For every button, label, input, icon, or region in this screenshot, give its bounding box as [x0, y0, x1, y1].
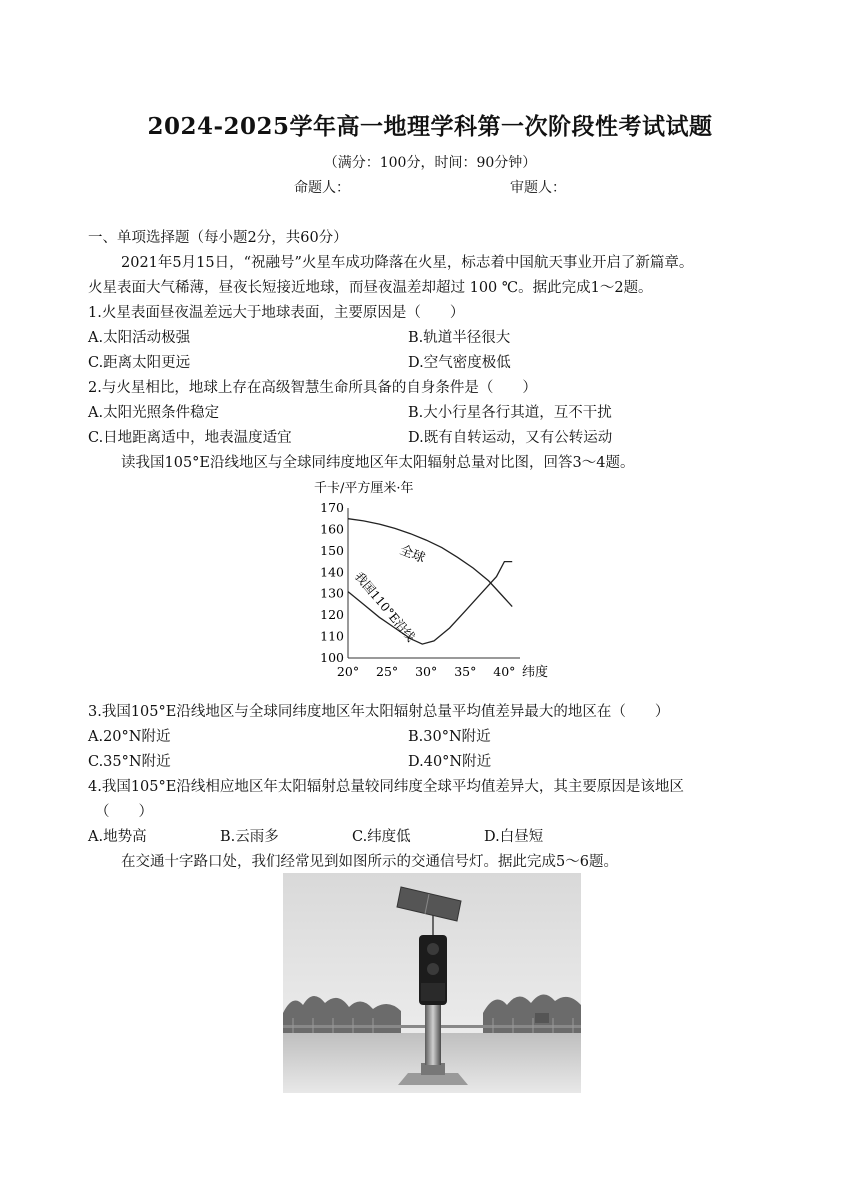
question-4-stem: 4.我国105°E沿线相应地区年太阳辐射总量较同纬度全球平均值差异大，其主要原因是该地区 — [88, 779, 684, 795]
y-tick-label: 140 — [320, 564, 344, 580]
score-time-info: （满分：100分，时间：90分钟） — [323, 155, 537, 171]
intro-paragraph-1: 2021年5月15日，“祝融号”火星车成功降落在火星，标志着中国航天事业开启了新篇章。 — [121, 255, 694, 271]
y-tick-label: 130 — [320, 585, 344, 601]
q1-option-a: A.太阳活动极强 — [88, 330, 191, 346]
section-heading: 一、单项选择题（每小题2分，共60分） — [88, 230, 348, 246]
question-3-stem: 3.我国105°E沿线地区与全球同纬度地区年太阳辐射总量平均值差异最大的地区在（ ） — [88, 704, 670, 720]
q2-option-c: C.日地距离适中，地表温度适宜 — [88, 430, 292, 446]
series-label-global: 全球 — [397, 542, 428, 567]
series-label-china-110e: 我国110°E沿线 — [351, 569, 418, 645]
q2-option-a: A.太阳光照条件稳定 — [88, 405, 220, 421]
x-tick-label: 40° — [493, 664, 516, 679]
q4-option-c: C.纬度低 — [352, 829, 411, 845]
question-1-stem: 1.火星表面昼夜温差远大于地球表面，主要原因是（ ） — [88, 305, 465, 321]
exam-title: 2024-2025学年高一地理学科第一次阶段性考试试题 — [147, 113, 713, 140]
x-tick-label: 35° — [454, 664, 477, 679]
traffic-signal-photo — [283, 873, 581, 1093]
q2-option-d: D.既有自转运动，又有公转运动 — [408, 430, 613, 446]
chart-y-axis-label: 千卡/平方厘米·年 — [314, 481, 414, 496]
x-tick-label: 30° — [415, 664, 438, 679]
q2-option-b: B.大小行星各行其道，互不干扰 — [408, 405, 612, 421]
x-tick-label: 25° — [376, 664, 399, 679]
y-tick-label: 120 — [320, 607, 344, 623]
q1-option-d: D.空气密度极低 — [408, 355, 511, 371]
q3-option-d: D.40°N附近 — [408, 754, 492, 770]
y-tick-label: 110 — [320, 628, 344, 644]
q4-options — [88, 825, 543, 846]
y-tick-label: 150 — [320, 542, 344, 558]
q4-option-a: A.地势高 — [88, 829, 147, 845]
chart-x-axis-label: 纬度 — [522, 665, 549, 680]
y-tick-label: 100 — [320, 650, 344, 665]
question-2-stem: 2.与火星相比，地球上存在高级智慧生命所具备的自身条件是（ ） — [88, 380, 537, 396]
q4-option-b: B.云雨多 — [220, 829, 279, 845]
question-4-stem-cont: （ ） — [95, 804, 153, 820]
reviewer-label: 审题人： — [510, 180, 566, 196]
chart-y-ticks — [320, 500, 344, 665]
y-tick-label: 170 — [320, 500, 344, 515]
y-tick-label: 160 — [320, 521, 344, 537]
q3-option-a: A.20°N附近 — [88, 729, 171, 745]
intro-paragraph-3: 在交通十字路口处，我们经常见到如图所示的交通信号灯。据此完成5～6题。 — [121, 854, 618, 870]
intro-paragraph-1-cont: 火星表面大气稀薄，昼夜长短接近地球，而昼夜温差却超过 100 ℃。据此完成1～2题。 — [88, 280, 653, 296]
solar-radiation-chart — [300, 478, 560, 683]
intro-paragraph-2: 读我国105°E沿线地区与全球同纬度地区年太阳辐射总量对比图，回答3～4题。 — [121, 455, 635, 471]
x-tick-label: 20° — [336, 664, 360, 679]
q4-option-d: D.白昼短 — [484, 829, 544, 845]
setter-reviewer-line — [0, 177, 860, 197]
q3-option-c: C.35°N附近 — [88, 754, 171, 770]
setter-label: 命题人： — [294, 180, 350, 196]
q1-option-b: B.轨道半径很大 — [408, 330, 511, 346]
q1-option-c: C.距离太阳更远 — [88, 355, 191, 371]
q3-option-b: B.30°N附近 — [408, 729, 491, 745]
chart-x-ticks — [337, 664, 516, 679]
